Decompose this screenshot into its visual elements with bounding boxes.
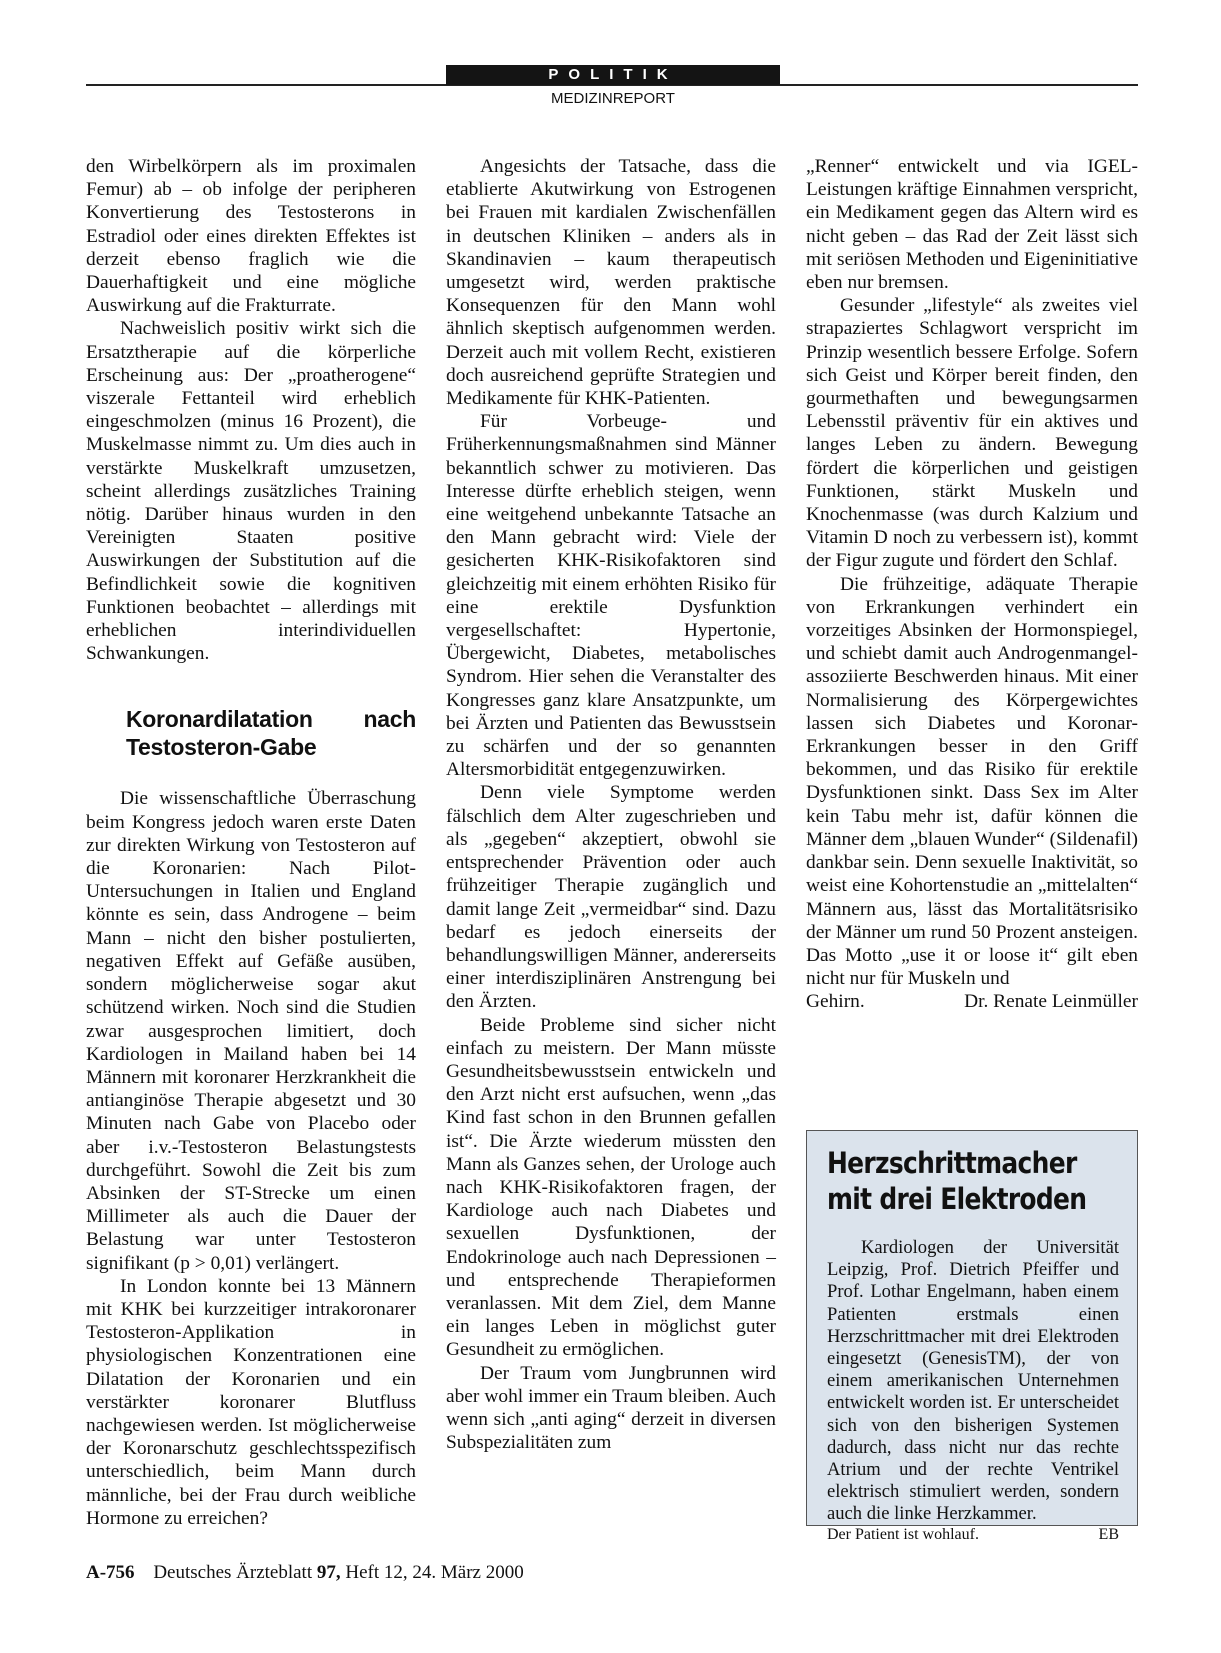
subheading: Koronardilatation nach Testosteron-Gabe bbox=[126, 706, 416, 761]
box-text: Kardiologen der Universität Leipzig, Prof. Dietrich Pfeiffer und Prof. Lothar Engelmann, haben einem Patienten erstmals einen Herzschrittmacher mit drei Elektroden eingesetzt (GenesisTM), der von einem amerikanischen Unternehmen entwickelt worden ist. Er unterscheidet sich von den bisherigen Systemen dadurch, dass nicht nur das rechte Atrium und der rechte Ventrikel elektrisch stimuliert werden, sondern auch die linke Herzkammer. bbox=[827, 1237, 1119, 1525]
article-column-2 bbox=[446, 155, 776, 1454]
box-title bbox=[827, 1145, 1087, 1217]
article-signature bbox=[806, 990, 1138, 1013]
box-last-line: Der Patient ist wohlauf. bbox=[827, 1525, 979, 1543]
paragraph: Die frühzeitige, adäquate Therapie von Erkrankungen verhindert ein vorzeitiges Absinken der Hormonspiegel, und schiebt damit auch Androgenmangel-assoziierte Beschwerden hinaus. Mit einer Normalisierung des Körpergewichtes lassen sich Diabetes und Koronar-Erkrankungen besser in den Griff bekommen, und das Risiko für erektile Dysfunktionen sinkt. Dass Sex im Alter kein Tabu mehr ist, dafür können die Männer dem „blauen Wunder“ (Sildenafil) dankbar sein. Denn sexuelle Inaktivität, so weist eine Kohortenstudie an „mittelalten“ Männern aus, lässt das Mortalitätsrisiko der Männer um rund 50 Prozent ansteigen. Das Motto „use it or loose it“ gilt eben nicht nur für Muskeln und bbox=[806, 573, 1138, 990]
article-column-1 bbox=[86, 155, 416, 1530]
paragraph: Angesichts der Tatsache, dass die etablierte Akutwirkung von Estrogenen bei Frauen mit kardialen Zwischenfällen in deutschen Kliniken – anders als in Skandinavien – kaum therapeutisch umgesetzt wird, werden praktische Konsequenzen für den Mann wohl ähnlich skeptisch aufgenommen werden. Derzeit auch mit vollem Recht, existieren doch ausreichend geprüfte Strategien und Medikamente für KHK-Patienten. bbox=[446, 156, 776, 410]
box-signature bbox=[827, 1526, 1119, 1544]
paragraph: In London konnte bei 13 Männern mit KHK bei kurzzeitiger intrakoronarer Testosteron-Applikation in physiologischen Konzentrationen eine Dilatation der Koronarien und ein verstärkter koronarer Blutfluss nachgewiesen werden. Ist möglicherweise der Koronarschutz geschlechtsspezifisch unterschiedlich, beim Mann durch männliche, bei der Frau durch weibliche Hormone zu erreichen? bbox=[86, 1275, 416, 1529]
article-column-3 bbox=[806, 155, 1138, 1014]
news-box bbox=[806, 1130, 1138, 1543]
box-title-line-2: mit drei Elektroden bbox=[827, 1182, 1087, 1216]
paragraph: Der Traum vom Jungbrunnen wird aber wohl immer ein Traum bleiben. Auch wenn sich „anti aging“ derzeit in diversen Subspezialitäten zum bbox=[446, 1362, 776, 1454]
journal-name: Deutsches Ärzteblatt bbox=[153, 1562, 313, 1583]
box-title-line-1: Herzschrittmacher bbox=[827, 1146, 1077, 1180]
issue-info: Heft 12, 24. März 2000 bbox=[345, 1562, 524, 1583]
paragraph: „Renner“ entwickelt und via IGEL-Leistungen kräftige Einnahmen verspricht, ein Medikament gegen das Altern wird es nicht geben – das Rad der Zeit lässt sich mit seriösen Methoden und Eigeninitiative eben nur bremsen. bbox=[806, 156, 1138, 294]
author-name: Dr. Renate Leinmüller bbox=[964, 991, 1138, 1013]
last-line: Gehirn. bbox=[806, 991, 865, 1013]
page-number: A-756 bbox=[86, 1562, 135, 1583]
box-author: EB bbox=[1098, 1525, 1119, 1543]
paragraph: Für Vorbeuge- und Früherkennungsmaßnahmen sind Männer bekanntlich schwer zu motivieren. Das Interesse dürfte erheblich steigen, wenn eine weitgehend unbekannte Tatsache an den Mann gebracht wird: Viele der gesicherten KHK-Risikofaktoren sind gleichzeitig mit einem erhöhten Risiko für eine erektile Dysfunktion vergesellschaftet: Hypertonie, Übergewicht, Diabetes, metabolisches Syndrom. Hier sehen die Veranstalter des Kongresses ganz klare Ansatzpunkte, um bei Ärzten und Patienten das Bewusstsein zu schärfen und der so genannten Altersmorbidität entgegenzuwirken. bbox=[446, 411, 776, 781]
page-footer bbox=[86, 1562, 524, 1584]
paragraph: Gesunder „lifestyle“ als zweites viel strapaziertes Schlagwort verspricht im Prinzip wesentlich bessere Erfolge. Sofern sich Geist und Körper bereit finden, den gourmethaften und bewegungsarmen Lebensstil präventiv für ein aktives und langes Leben zu ändern. Bewegung fördert die körperlichen und geistigen Funktionen, stärkt Muskeln und Knochenmasse (was durch Kalzium und Vitamin D noch zu verbessern ist), kommt der Figur zugute und fördert den Schlaf. bbox=[806, 295, 1138, 572]
volume-number: 97, bbox=[316, 1562, 341, 1583]
subsection-label: MEDIZINREPORT bbox=[551, 90, 675, 107]
section-label: POLITIK bbox=[446, 65, 780, 85]
paragraph: den Wirbelkörpern als im proximalen Femur) ab – ob infolge der peripheren Konvertierung des Testosterons in Estradiol oder eines direkten Effektes ist derzeit ebenso fraglich wie die Dauerhaftigkeit und eine mögliche Auswirkung auf die Frakturrate. bbox=[86, 156, 416, 317]
paragraph: Beide Probleme sind sicher nicht einfach zu meistern. Der Mann müsste Gesundheitsbewusstsein entwickeln und den Arzt nicht erst aufsuchen, wenn „das Kind fast schon in den Brunnen gefallen ist“. Die Ärzte wiederum müssten den Mann als Ganzes sehen, der Urologe auch nach KHK-Risikofaktoren fragen, der Kardiologe auch nach Diabetes und sexuellen Dysfunktionen, der Endokrinologe auch nach Depressionen – und entsprechende Therapieformen veranlassen. Mit dem Ziel, dem Manne ein langes Leben in möglichst guter Gesundheit zu ermöglichen. bbox=[446, 1014, 776, 1361]
paragraph: Die wissenschaftliche Überraschung beim Kongress jedoch waren erste Daten zur direkten Wirkung von Testosteron auf die Koronarien: Nach Pilot-Untersuchungen in Italien und England könnte es sein, dass Androgene – beim Mann – nicht den bisher postulierten, negativen Effekt auf Gefäße ausüben, sondern möglicherweise sogar akut schützend wirken. Noch sind die Studien zwar ausgesprochen limitiert, doch Kardiologen in Mailand haben bei 14 Männern mit koronarer Herzkrankheit die antianginöse Therapie abgesetzt und 30 Minuten nach Gabe von Placebo oder aber i.v.-Testosteron Belastungstests durchgeführt. Sowohl die Zeit bis zum Absinken der ST-Strecke um einen Millimeter als auch die Dauer der Belastung war unter Testosteron signifikant (p > 0,01) verlängert. bbox=[86, 788, 416, 1274]
paragraph: Nachweislich positiv wirkt sich die Ersatztherapie auf die körperliche Erscheinung aus: Der „proatherogene“ viszerale Fettanteil wird erheblich eingeschmolzen (minus 16 Prozent), die Muskelmasse nimmt zu. Um dies auch in verstärkte Muskelkraft umzusetzen, scheint allerdings zusätzliches Training nötig. Darüber hinaus wurden in den Vereinigten Staaten positive Auswirkungen der Substitution auf die Befindlichkeit sowie die kognitiven Funktionen beobachtet – allerdings mit erheblichen interindividuellen Schwankungen. bbox=[86, 318, 416, 665]
paragraph: Denn viele Symptome werden fälschlich dem Alter zugeschrieben und als „gegeben“ akzeptiert, obwohl sie entsprechender Prävention oder auch frühzeitiger Therapie zugänglich und damit lange Zeit „vermeidbar“ sind. Dazu bedarf es jedoch einerseits der behandlungswilligen Männer, andererseits einer interdisziplinären Anstrengung bei den Ärzten. bbox=[446, 782, 776, 1013]
